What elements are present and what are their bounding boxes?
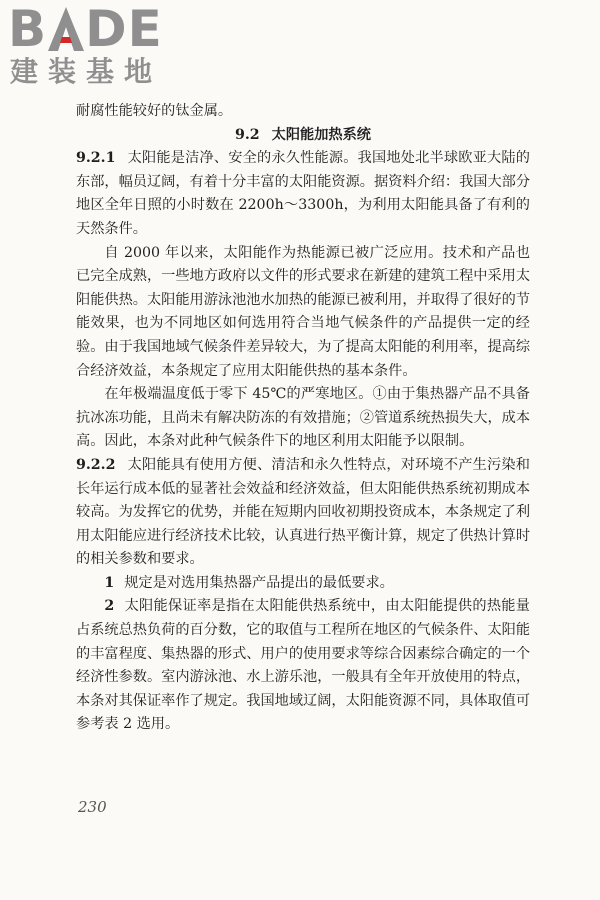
item-text: 规定是对选用集热器产品提出的最低要求。 — [124, 574, 394, 591]
paragraph-since-2000: 自 2000 年以来，太阳能作为热能源已被广泛应用。技术和产品也已完全成熟，一些地方政府以文件的形式要求在新建的建筑工程中采用太阳能供热。太阳能用游泳池池水加热的能源已被利用，并取得了很好的节能效果，也为不同地区如何选用符合当地气候条件的产品提供一定的经验。由于我国地域气候条件差异较大，为了提高太阳能的利用率，提高综合经济效益，本条规定了应用太阳能供热的基本条件。 — [76, 244, 531, 379]
paragraph-cold-regions: 在年极端温度低于零下 45℃的严寒地区。①由于集热器产品不具备抗冰冻功能，且尚未有解决防冻的有效措施；②管道系统热损失大，成本高。因此，本条对此种气候条件下的地区利用太阳能予以限制。 — [76, 386, 531, 450]
logo-a-mark-icon — [48, 7, 84, 51]
list-item-2 — [76, 595, 530, 737]
publisher-logo — [8, 0, 178, 88]
continuation-text: 耐腐性能较好的钛金属。 — [76, 103, 233, 119]
clause-number: 9.2.2 — [76, 456, 116, 473]
item-number: 2 — [104, 598, 115, 615]
logo-subtitle: 建装基地 — [10, 55, 163, 88]
page-body — [76, 100, 530, 737]
clause-9-2-2 — [76, 454, 530, 572]
section-number: 9.2 — [234, 126, 260, 143]
clause-9-2-1 — [76, 147, 530, 241]
item-number: 1 — [104, 574, 115, 591]
logo-letter-b: B — [8, 0, 48, 58]
logo-letters-de: DE — [85, 0, 163, 58]
page-number: 230 — [78, 798, 107, 816]
section-title-text: 太阳能加热系统 — [271, 126, 371, 143]
item-text: 太阳能保证率是指在太阳能供热系统中，由太阳能提供的热能量占系统总热负荷的百分数，它的取值与工程所在地区的气候条件、太阳能的丰富程度、集热器的形式、用户的使用要求等综合因素综合确定的一个经济性参数。室内游泳池、水上游乐池，一般具有全年开放使用的特点，本条对其保证率作了规定。我国地域辽阔，太阳能资源不同，具体取值可参考表 2 选用。 — [76, 598, 531, 733]
clause-text: 太阳能具有使用方便、清洁和永久性特点，对环境不产生污染和长年运行成本低的显著社会效益和经济效益，但太阳能供热系统初期成本较高。为发挥它的优势，并能在短期内回收初期投资成本，本条规定了利用太阳能应进行经济技术比较，认真进行热平衡计算，规定了供热计算时的相关参数和要求。 — [76, 456, 531, 568]
clause-number: 9.2.1 — [76, 150, 116, 167]
clause-text: 太阳能是洁净、安全的永久性能源。我国地处北半球欧亚大陆的东部，幅员辽阔，有着十分丰富的太阳能资源。据资料介绍：我国大部分地区全年日照的小时数在 2200h～3300h，为利用太阳能具备了有利的天然条件。 — [76, 150, 531, 237]
section-heading — [76, 124, 530, 148]
list-item-1 — [76, 572, 530, 596]
logo-wordmark — [8, 0, 178, 58]
